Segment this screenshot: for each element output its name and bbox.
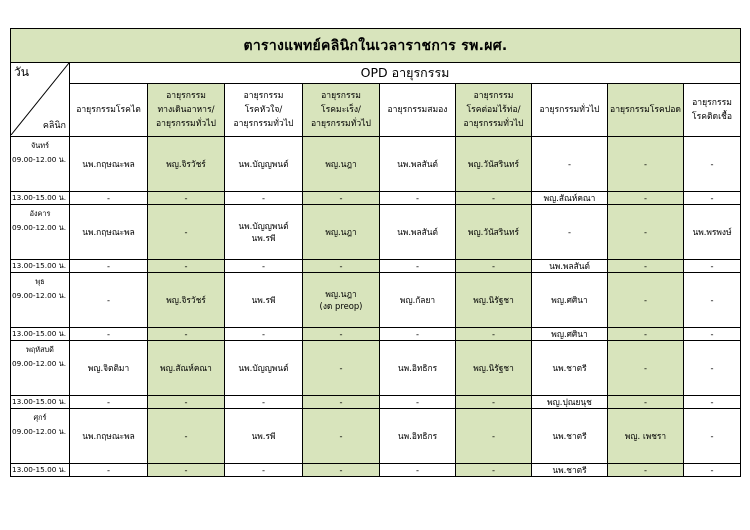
doctor-name: นพ.พลสันต์ [397,159,438,169]
doctor-cell: - [684,260,741,273]
doctor-cell: - [70,464,148,477]
doctor-cell [380,205,456,260]
doctor-cell [684,273,741,328]
doctor-name: พญ.ศศินา [551,295,588,305]
doctor-cell: - [684,464,741,477]
doctor-cell [532,205,608,260]
day-afternoon-row [11,396,741,409]
doctor-name: นพ.พรพงษ์ [692,227,732,237]
doctor-cell: - [684,192,741,205]
morning-time: 09.00-12.00 น. [12,155,67,164]
day-name: ศุกร์ [33,413,47,422]
doctor-cell [608,409,684,464]
afternoon-time: 13.00-15.00 น. [11,328,70,341]
doctor-cell [70,137,148,192]
doctor-name: - [710,431,714,441]
doctor-cell: - [608,396,684,409]
doctor-cell: พญ.ปุณยนุช [532,396,608,409]
doctor-name: นพ.ชาตรี [552,363,587,373]
doctor-cell [380,273,456,328]
doctor-cell: - [225,464,303,477]
doctor-cell [303,205,380,260]
day-cell [11,273,70,328]
doctor-cell: - [303,396,380,409]
doctor-cell [148,341,225,396]
doctor-name: - [643,295,648,305]
doctor-cell: - [456,396,532,409]
doctor-name: นพ.บัญญพนต์ [238,159,289,169]
doctor-name: นพ.อิทธิกร [397,363,438,373]
doctor-cell [608,137,684,192]
doctor-cell: - [380,328,456,341]
clinic-header-line: อายุรกรรมโรคปอด [610,105,681,115]
doctor-cell: - [225,260,303,273]
doctor-name: - [491,431,496,441]
doctor-name: นพ.พลสันต์ [397,227,438,237]
doctor-cell [380,341,456,396]
doctor-name: พญ.จิตติมา [87,363,130,373]
doctor-name: - [567,159,572,169]
doctor-cell [70,341,148,396]
doctor-name: นพ.บัญญพนต์ [238,221,289,231]
doctor-cell: - [148,192,225,205]
schedule-table [10,28,741,477]
doctor-cell: - [148,328,225,341]
day-morning-row [11,341,741,396]
doctor-cell [684,205,741,260]
doctor-cell: - [380,464,456,477]
doctor-name: พญ.นิรัฐชา [473,363,514,373]
doctor-name: นพ.อิทธิกร [397,431,438,441]
doctor-cell [532,341,608,396]
doctor-cell [456,273,532,328]
day-morning-row [11,205,741,260]
doctor-cell [684,341,741,396]
clinic-header-line: อายุรกรรม [321,91,361,101]
doctor-name: - [184,227,188,237]
clinic-header-line: อายุรกรรมทั่วไป [539,105,600,115]
doctor-cell: พญ.สัณห์คณา [532,192,608,205]
clinic-header-line: อายุรกรรม [243,91,284,101]
doctor-cell [608,205,684,260]
doctor-cell: - [608,464,684,477]
doctor-cell [532,409,608,464]
doctor-cell [684,137,741,192]
clinic-header-line: อายุรกรรม [166,91,206,101]
doctor-cell [456,137,532,192]
doctor-cell [225,409,303,464]
clinic-header-line: โรคต่อมไร้ท่อ/ [466,105,521,115]
doctor-name: พญ.นฎา [325,159,357,169]
doctor-cell: นพ.พลสันต์ [532,260,608,273]
doctor-cell [148,137,225,192]
doctor-name: พญ.วันัสรินทร์ [467,227,520,237]
doctor-cell: - [148,260,225,273]
day-afternoon-row [11,328,741,341]
doctor-name: นพ.กฤษณะพล [82,431,135,441]
clinic-header-line: อายุรกรรมทั่วไป [233,119,294,129]
doctor-cell: - [148,464,225,477]
doctor-cell: - [456,260,532,273]
doctor-cell: - [303,328,380,341]
day-cell [11,137,70,192]
doctor-name: นพ.บัญญพนต์ [238,363,289,373]
doctor-name: - [710,363,714,373]
afternoon-time: 13.00-15.00 น. [11,464,70,477]
doctor-cell: - [684,396,741,409]
doctor-cell [148,273,225,328]
afternoon-time: 13.00-15.00 น. [11,260,70,273]
clinic-header [225,84,303,137]
clinic-header-line: โรคติดเชื้อ [691,112,733,122]
clinic-axis-label: คลินิก [42,121,66,131]
doctor-name: นพ.ชาตรี [552,431,587,441]
doctor-cell: - [148,396,225,409]
table-title: ตารางแพทย์คลินิกในเวลาราชการ รพ.ผศ. [11,29,741,63]
doctor-cell [456,341,532,396]
doctor-name: - [339,363,343,373]
morning-time: 09.00-12.00 น. [12,359,67,368]
afternoon-time: 13.00-15.00 น. [11,396,70,409]
day-morning-row [11,409,741,464]
doctor-cell [70,273,148,328]
doctor-cell: - [380,396,456,409]
doctor-cell [532,273,608,328]
day-name: จันทร์ [31,141,49,150]
doctor-cell [303,273,380,328]
doctor-cell [70,205,148,260]
doctor-name: - [710,295,714,305]
clinic-header-line: โรคหัวใจ/ [244,105,283,115]
doctor-name: นพ.รพี [251,295,276,305]
doctor-cell: - [303,260,380,273]
day-axis-label: วัน [14,65,29,79]
day-morning-row [11,137,741,192]
doctor-name: - [643,227,648,237]
clinic-header-line: อายุรกรรมโรคไต [76,105,141,115]
doctor-cell [303,137,380,192]
doctor-cell [148,205,225,260]
clinic-header-line: อายุรกรรม [692,98,732,108]
clinic-header [148,84,225,137]
doctor-cell [380,137,456,192]
clinic-header-line: อายุรกรรม [473,91,514,101]
day-name: พุธ [35,277,45,286]
doctor-name: พญ.นฎา [325,289,357,299]
clinic-header [70,84,148,137]
day-cell [11,205,70,260]
doctor-name: นพ.รพี [251,233,276,243]
doctor-name: นพ.กฤษณะพล [82,227,135,237]
doctor-name: พญ.สัณห์คณา [160,363,212,373]
doctor-name: พญ.นิรัฐชา [473,295,514,305]
doctor-cell: - [456,192,532,205]
doctor-cell: นพ.ชาตรี [532,464,608,477]
doctor-cell: - [456,464,532,477]
doctor-cell: - [225,328,303,341]
doctor-name: - [710,159,714,169]
doctor-cell: - [303,464,380,477]
clinic-header-line: อายุรกรรมสมอง [387,105,448,115]
clinic-header-line: อายุรกรรมทั่วไป [463,119,524,129]
doctor-name: พญ.จิรวัชร์ [166,295,206,305]
doctor-cell: พญ.ศศินา [532,328,608,341]
morning-time: 09.00-12.00 น. [12,223,67,232]
doctor-cell: - [684,328,741,341]
clinic-header-line: โรคมะเร็ง/ [321,105,361,115]
clinic-header-line: ทางเดินอาหาร/ [157,105,215,115]
day-morning-row [11,273,741,328]
day-cell [11,409,70,464]
day-afternoon-row [11,464,741,477]
morning-time: 09.00-12.00 น. [12,291,67,300]
doctor-cell [225,341,303,396]
doctor-cell [303,341,380,396]
day-afternoon-row [11,260,741,273]
day-cell [11,341,70,396]
doctor-cell: - [608,328,684,341]
doctor-cell: - [303,192,380,205]
afternoon-time: 13.00-15.00 น. [11,192,70,205]
doctor-cell: - [608,260,684,273]
corner-cell [11,63,70,137]
day-name: พฤหัสบดี [26,345,54,354]
clinic-header [303,84,380,137]
doctor-cell [456,205,532,260]
doctor-cell [608,273,684,328]
doctor-cell: - [225,396,303,409]
doctor-cell: - [70,260,148,273]
doctor-name: นพ.รพี [251,431,276,441]
doctor-cell: - [70,192,148,205]
doctor-cell [303,409,380,464]
doctor-name: พญ.นฎา [325,227,357,237]
doctor-name: พญ.กัลยา [399,295,436,305]
doctor-name: พญ.จิรวัชร์ [166,159,206,169]
doctor-cell [225,137,303,192]
doctor-name: - [643,363,648,373]
doctor-cell: - [456,328,532,341]
day-afternoon-row [11,192,741,205]
morning-time: 09.00-12.00 น. [12,427,67,436]
doctor-cell: - [380,260,456,273]
day-name: อังคาร [29,209,51,218]
doctor-name: (งด preop) [319,301,363,311]
doctor-cell: - [608,192,684,205]
doctor-cell [225,205,303,260]
doctor-name: - [106,295,111,305]
clinic-header [684,84,741,137]
doctor-cell [456,409,532,464]
doctor-cell: - [70,328,148,341]
clinic-header [380,84,456,137]
doctor-cell: - [380,192,456,205]
doctor-cell [225,273,303,328]
doctor-name: นพ.กฤษณะพล [82,159,135,169]
doctor-name: - [643,159,648,169]
clinic-header [532,84,608,137]
doctor-cell: - [70,396,148,409]
doctor-cell [380,409,456,464]
doctor-cell [608,341,684,396]
clinic-header-line: อายุรกรรมทั่วไป [310,119,371,129]
opd-header: OPD อายุรกรรม [70,63,741,84]
doctor-cell [684,409,741,464]
doctor-name: - [184,431,188,441]
doctor-cell: - [225,192,303,205]
doctor-name: - [339,431,343,441]
doctor-cell [532,137,608,192]
doctor-name: - [567,227,572,237]
doctor-name: พญ.วันัสรินทร์ [467,159,520,169]
clinic-header-line: อายุรกรรมทั่วไป [155,119,216,129]
doctor-cell [148,409,225,464]
doctor-name: พญ. เพชรา [624,431,667,441]
clinic-header [608,84,684,137]
doctor-cell [70,409,148,464]
clinic-header [456,84,532,137]
